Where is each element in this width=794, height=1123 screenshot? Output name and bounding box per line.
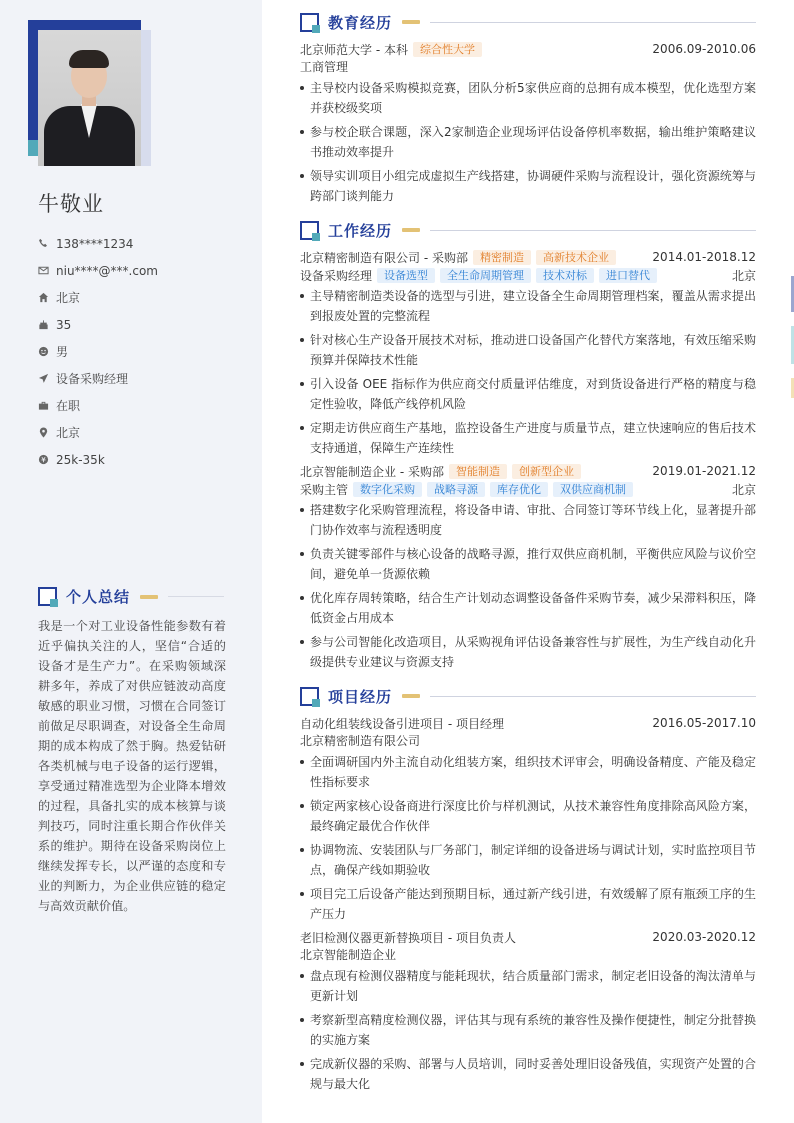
list-item: 锁定两家核心设备商进行深度比价与样机测试，从技术兼容性角度排除高风险方案，最终确定最优合作伙伴: [300, 796, 756, 836]
project-date: 2020.03-2020.12: [652, 930, 756, 944]
info-residence: [38, 284, 238, 311]
heading-accent-bar: [402, 228, 420, 232]
info-salary: [38, 446, 238, 473]
heading-accent-bar: [402, 694, 420, 698]
education-heading: [300, 12, 756, 32]
salary-text: 25k-35k: [56, 452, 105, 467]
list-item: 定期走访供应商生产基地，监控设备生产进度与质量节点，建立快速响应的售后技术支持通道，保障生产连续性: [300, 418, 756, 458]
home-icon: [38, 292, 56, 303]
project-org: 北京精密制造有限公司: [300, 734, 421, 748]
work-bullets: [300, 500, 756, 672]
gender-text: 男: [56, 345, 69, 359]
section-square-icon: [300, 13, 319, 32]
candidate-name: 牛敬业: [38, 192, 104, 216]
project-name: 自动化组装线设备引进项目 - 项目经理: [300, 716, 504, 731]
skill-tag: 数字化采购: [353, 482, 422, 497]
location-text: 北京: [56, 426, 81, 440]
info-phone: [38, 230, 238, 257]
location-pin-icon: [38, 427, 56, 438]
education-date: 2006.09-2010.06: [652, 42, 756, 56]
briefcase-icon: [38, 400, 56, 411]
project-bullets: [300, 966, 756, 1094]
main-content: [300, 12, 756, 1108]
work-city: 北京: [731, 268, 756, 283]
heading-divider: [430, 22, 756, 23]
work-city: 北京: [731, 482, 756, 497]
heading-accent-bar: [140, 595, 158, 599]
send-icon: [38, 373, 56, 384]
skill-tag: 全生命周期管理: [440, 268, 531, 283]
company-name: 北京精密制造有限公司 - 采购部: [300, 250, 468, 265]
work-entry: [300, 462, 756, 672]
skill-tag: 库存优化: [490, 482, 548, 497]
project-section: [300, 686, 756, 1094]
residence-text: 北京: [56, 291, 81, 305]
skill-tag: 战略寻源: [427, 482, 485, 497]
heading-divider: [168, 596, 224, 597]
work-heading: [300, 220, 756, 240]
phone-text: 138****1234: [56, 236, 134, 251]
list-item: 协调物流、安装团队与厂务部门，制定详细的设备进场与调试计划，实时监控项目节点，确保产线如期验收: [300, 840, 756, 880]
list-item: 领导实训项目小组完成虚拟生产线搭建，协调硬件采购与流程设计，强化资源统筹与跨部门谈判能力: [300, 166, 756, 206]
company-tag: 高新技术企业: [536, 250, 616, 265]
work-date: 2019.01-2021.12: [652, 464, 756, 478]
list-item: 负责关键零部件与核心设备的战略寻源，推行双供应商机制，平衡供应风险与议价空间，避免单一货源依赖: [300, 544, 756, 584]
cake-icon: [38, 319, 56, 330]
photo-corner-accent: [28, 140, 38, 156]
gender-icon: [38, 346, 56, 357]
section-square-icon: [300, 221, 319, 240]
info-status: [38, 392, 238, 419]
work-date: 2014.01-2018.12: [652, 250, 756, 264]
project-entry: [300, 714, 756, 924]
phone-icon: [38, 238, 56, 249]
project-date: 2016.05-2017.10: [652, 716, 756, 730]
summary-heading: [38, 586, 224, 607]
skill-tag: 双供应商机制: [553, 482, 633, 497]
project-heading: [300, 686, 756, 706]
salary-icon: [38, 454, 56, 465]
project-name: 老旧检测仪器更新替换项目 - 项目负责人: [300, 930, 516, 945]
contact-info: [38, 230, 238, 473]
education-title: 教育经历: [328, 13, 393, 32]
page-edge-marks: [790, 276, 794, 412]
skill-tag: 设备选型: [377, 268, 435, 283]
list-item: 针对核心生产设备开展技术对标，推动进口设备国产化替代方案落地，有效压缩采购预算并保障技术性能: [300, 330, 756, 370]
list-item: 主导精密制造类设备的选型与引进，建立设备全生命周期管理档案，覆盖从需求提出到报废处置的完整流程: [300, 286, 756, 326]
heading-accent-bar: [402, 20, 420, 24]
project-title: 项目经历: [328, 687, 393, 706]
education-bullets: [300, 78, 756, 206]
info-age: [38, 311, 238, 338]
job-role: 设备采购经理: [300, 268, 373, 283]
list-item: 搭建数字化采购管理流程，将设备申请、审批、合同签订等环节线上化，显著提升部门协作效率与流程透明度: [300, 500, 756, 540]
company-tag: 智能制造: [449, 464, 507, 479]
work-entry: [300, 248, 756, 458]
photo-frame-shadow: [141, 30, 151, 166]
list-item: 完成新仪器的采购、部署与人员培训，同时妥善处理旧设备残值，实现资产处置的合规与最大化: [300, 1054, 756, 1094]
list-item: 全面调研国内外主流自动化组装方案，组织技术评审会，明确设备精度、产能及稳定性指标要求: [300, 752, 756, 792]
education-section: [300, 12, 756, 206]
work-bullets: [300, 286, 756, 458]
list-item: 参与公司智能化改造项目，从采购视角评估设备兼容性与扩展性，为生产线自动化升级提供专业建议与资源支持: [300, 632, 756, 672]
work-title: 工作经历: [328, 221, 393, 240]
education-entry: [300, 40, 756, 206]
position-text: 设备采购经理: [56, 372, 129, 386]
info-gender: [38, 338, 238, 365]
list-item: 参与校企联合课题，深入2家制造企业现场评估设备停机率数据，输出维护策略建议书推动效率提升: [300, 122, 756, 162]
company-name: 北京智能制造企业 - 采购部: [300, 464, 444, 479]
work-section: [300, 220, 756, 672]
summary-title: 个人总结: [66, 588, 131, 606]
list-item: 盘点现有检测仪器精度与能耗现状，结合质量部门需求，制定老旧设备的淘汰清单与更新计划: [300, 966, 756, 1006]
project-org: 北京智能制造企业: [300, 948, 397, 962]
school-tag: 综合性大学: [413, 42, 482, 57]
project-bullets: [300, 752, 756, 924]
summary-text: 我是一个对工业设备性能参数有着近乎偏执关注的人，坚信“合适的设备才是生产力”。在采购领域深耕多年，养成了对供应链波动高度敏感的职业习惯，习惯在合同签订前做足尽职调查，对设备全生命周期的成本构成了然于胸。热爱钻研各类机械与电子设备的运行逻辑，享受通过精准选型为企业降本增效的过程，具备扎实的成本核算与谈判技巧，同时注重长期合作伙伴关系的维护。期待在设备采购岗位上继续发挥专长，以严谨的态度和专业的判断力，为企业供应链的稳定与高效贡献价值。: [38, 619, 226, 913]
job-role: 采购主管: [300, 482, 349, 497]
heading-divider: [430, 696, 756, 697]
info-email: [38, 257, 238, 284]
age-text: 35: [56, 317, 72, 332]
email-text: niu****@***.com: [56, 263, 158, 278]
list-item: 主导校内设备采购模拟竞赛，团队分析5家供应商的总拥有成本模型，优化选型方案并获校级奖项: [300, 78, 756, 118]
company-tag: 精密制造: [473, 250, 531, 265]
status-text: 在职: [56, 399, 81, 413]
list-item: 项目完工后设备产能达到预期目标，通过新产线引进，有效缓解了原有瓶颈工序的生产压力: [300, 884, 756, 924]
major: 工商管理: [300, 60, 349, 74]
list-item: 引入设备 OEE 指标作为供应商交付质量评估维度，对到货设备进行严格的精度与稳定性验收，降低产线停机风险: [300, 374, 756, 414]
list-item: 考察新型高精度检测仪器，评估其与现有系统的兼容性及操作便捷性，制定分批替换的实施方案: [300, 1010, 756, 1050]
section-square-icon: [300, 687, 319, 706]
project-entry: [300, 928, 756, 1094]
sidebar: [0, 0, 262, 1123]
skill-tag: 技术对标: [536, 268, 594, 283]
company-tag: 创新型企业: [512, 464, 581, 479]
avatar: [38, 30, 141, 166]
section-square-icon: [38, 587, 57, 606]
info-location: [38, 419, 238, 446]
info-position: [38, 365, 238, 392]
school-name: 北京师范大学 - 本科: [300, 42, 408, 57]
heading-divider: [430, 230, 756, 231]
list-item: 优化库存周转策略，结合生产计划动态调整设备备件采购节奏，减少呆滞料积压，降低资金占用成本: [300, 588, 756, 628]
mail-icon: [38, 265, 56, 276]
skill-tag: 进口替代: [599, 268, 657, 283]
